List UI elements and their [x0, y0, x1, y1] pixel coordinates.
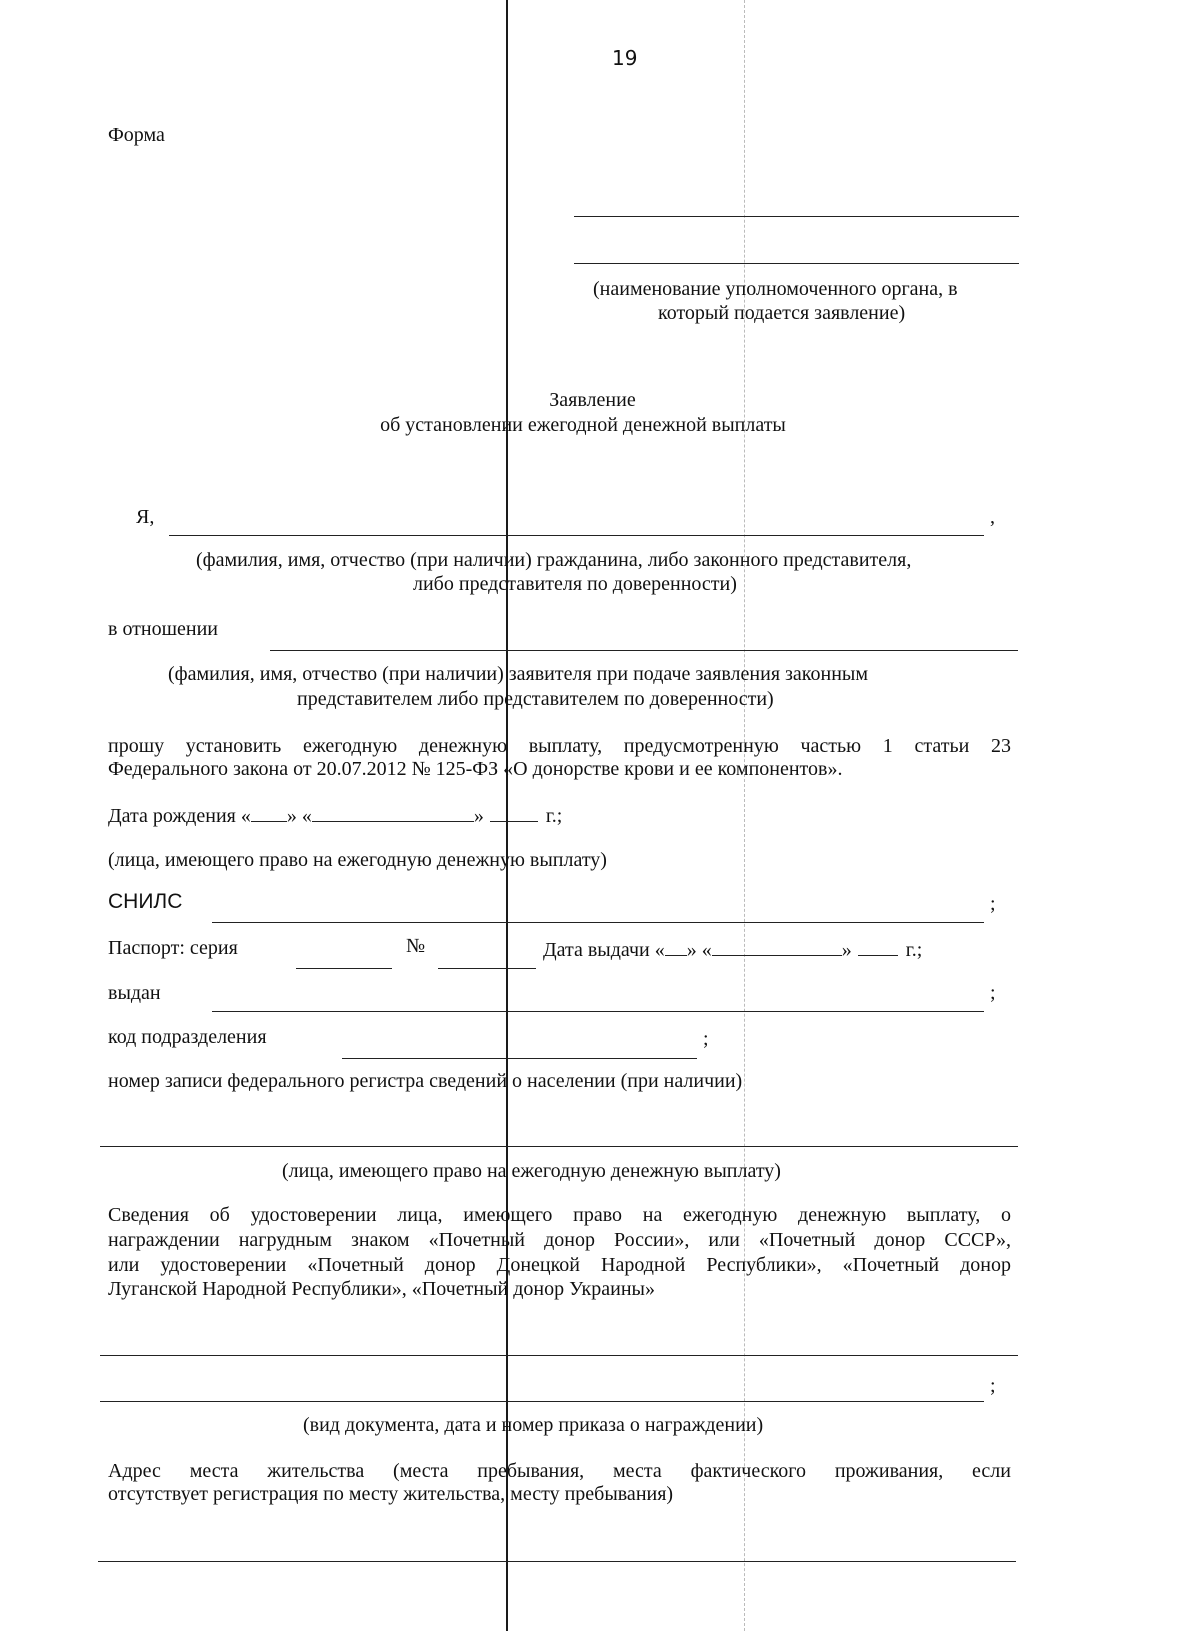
birth-year-suffix: г.;	[545, 805, 563, 827]
regarding-name-line[interactable]	[270, 650, 1018, 651]
scan-artifact-faint-line	[744, 0, 746, 1631]
passport-issue-day-field[interactable]	[665, 937, 687, 956]
certificate-line-1: Сведения об удостоверении лица, имеющего право на ежегодную денежную выплату, о	[108, 1204, 1011, 1226]
issued-by-line[interactable]	[212, 1011, 984, 1012]
birth-date-row	[108, 803, 562, 828]
division-code-end: ;	[703, 1028, 709, 1050]
snils-end: ;	[990, 893, 996, 915]
passport-issue-year-suffix: г.;	[905, 939, 923, 961]
birth-sep-1: » «	[286, 805, 312, 827]
birth-year-field[interactable]	[490, 803, 538, 822]
birth-month-field[interactable]	[312, 803, 474, 822]
division-code-line[interactable]	[342, 1058, 697, 1059]
division-code-label: код подразделения	[108, 1026, 267, 1048]
certificate-line-2: награждении нагрудным знаком «Почетный донор России», или «Почетный донор СССР»,	[108, 1229, 1011, 1251]
regarding-label: в отношении	[108, 618, 219, 640]
regarding-caption-2: представителем либо представителем по доверенности)	[297, 688, 774, 710]
snils-field-line[interactable]	[212, 922, 984, 923]
register-line[interactable]	[100, 1146, 1018, 1147]
authority-line-1[interactable]	[574, 216, 1019, 217]
birth-sep-2: »	[473, 805, 484, 827]
passport-series-line[interactable]	[296, 968, 392, 969]
document-title: Заявление	[549, 389, 636, 411]
certificate-line-3: или удостоверении «Почетный донор Донецкой Народной Республики», «Почетный донор	[108, 1254, 1011, 1276]
certificate-line-field-1[interactable]	[100, 1355, 1018, 1356]
issued-by-label: выдан	[108, 982, 161, 1004]
applicant-caption-2: либо представителя по доверенности)	[413, 573, 737, 595]
form-label: Форма	[108, 124, 165, 146]
birth-caption: (лица, имеющего право на ежегодную денежную выплату)	[108, 849, 607, 871]
applicant-prefix: Я,	[136, 506, 155, 528]
address-line-1: Адрес места жительства (места пребывания, места фактического проживания, если	[108, 1460, 1011, 1482]
authority-caption-1: (наименование уполномоченного органа, в	[593, 278, 958, 300]
passport-number-line[interactable]	[438, 968, 536, 969]
passport-issue-month-field[interactable]	[712, 937, 842, 956]
birth-date-label: Дата рождения «	[108, 805, 251, 827]
passport-issue-year-field[interactable]	[858, 937, 898, 956]
applicant-caption-1: (фамилия, имя, отчество (при наличии) гражданина, либо законного представителя,	[196, 549, 912, 571]
certificate-line-4: Луганской Народной Республики», «Почетный донор Украины»	[108, 1278, 655, 1300]
regarding-caption-1: (фамилия, имя, отчество (при наличии) заявителя при подаче заявления законным	[168, 663, 868, 685]
register-caption: (лица, имеющего право на ежегодную денежную выплату)	[282, 1160, 781, 1182]
passport-issue-row	[543, 937, 922, 962]
applicant-name-line[interactable]	[169, 535, 984, 536]
request-line-2: Федерального закона от 20.07.2012 № 125-ФЗ «О донорстве крови и ее компонентов».	[108, 758, 843, 780]
passport-issue-label: Дата выдачи «	[543, 939, 665, 961]
passport-issue-sep-2: »	[841, 939, 852, 961]
certificate-end: ;	[990, 1375, 996, 1397]
passport-issue-sep-1: » «	[686, 939, 712, 961]
authority-caption-2: который подается заявление)	[658, 302, 906, 324]
birth-day-field[interactable]	[251, 803, 287, 822]
register-label: номер записи федерального регистра сведений о населении (при наличии)	[108, 1070, 743, 1092]
snils-label: СНИЛС	[108, 890, 183, 913]
document-subtitle: об установлении ежегодной денежной выплаты	[380, 414, 786, 436]
passport-number-label: №	[406, 935, 426, 957]
passport-series-label: Паспорт: серия	[108, 937, 238, 959]
authority-line-2[interactable]	[574, 263, 1019, 264]
issued-by-end: ;	[990, 982, 996, 1004]
request-line-1: прошу установить ежегодную денежную выплату, предусмотренную частью 1 статьи 23	[108, 735, 1011, 757]
certificate-line-field-2[interactable]	[100, 1401, 984, 1402]
page-number: 19	[612, 46, 638, 70]
applicant-suffix: ,	[990, 506, 995, 528]
address-field-line[interactable]	[98, 1561, 1016, 1562]
address-line-2: отсутствует регистрация по месту жительства, месту пребывания)	[108, 1483, 674, 1505]
certificate-caption: (вид документа, дата и номер приказа о награждении)	[303, 1414, 764, 1436]
